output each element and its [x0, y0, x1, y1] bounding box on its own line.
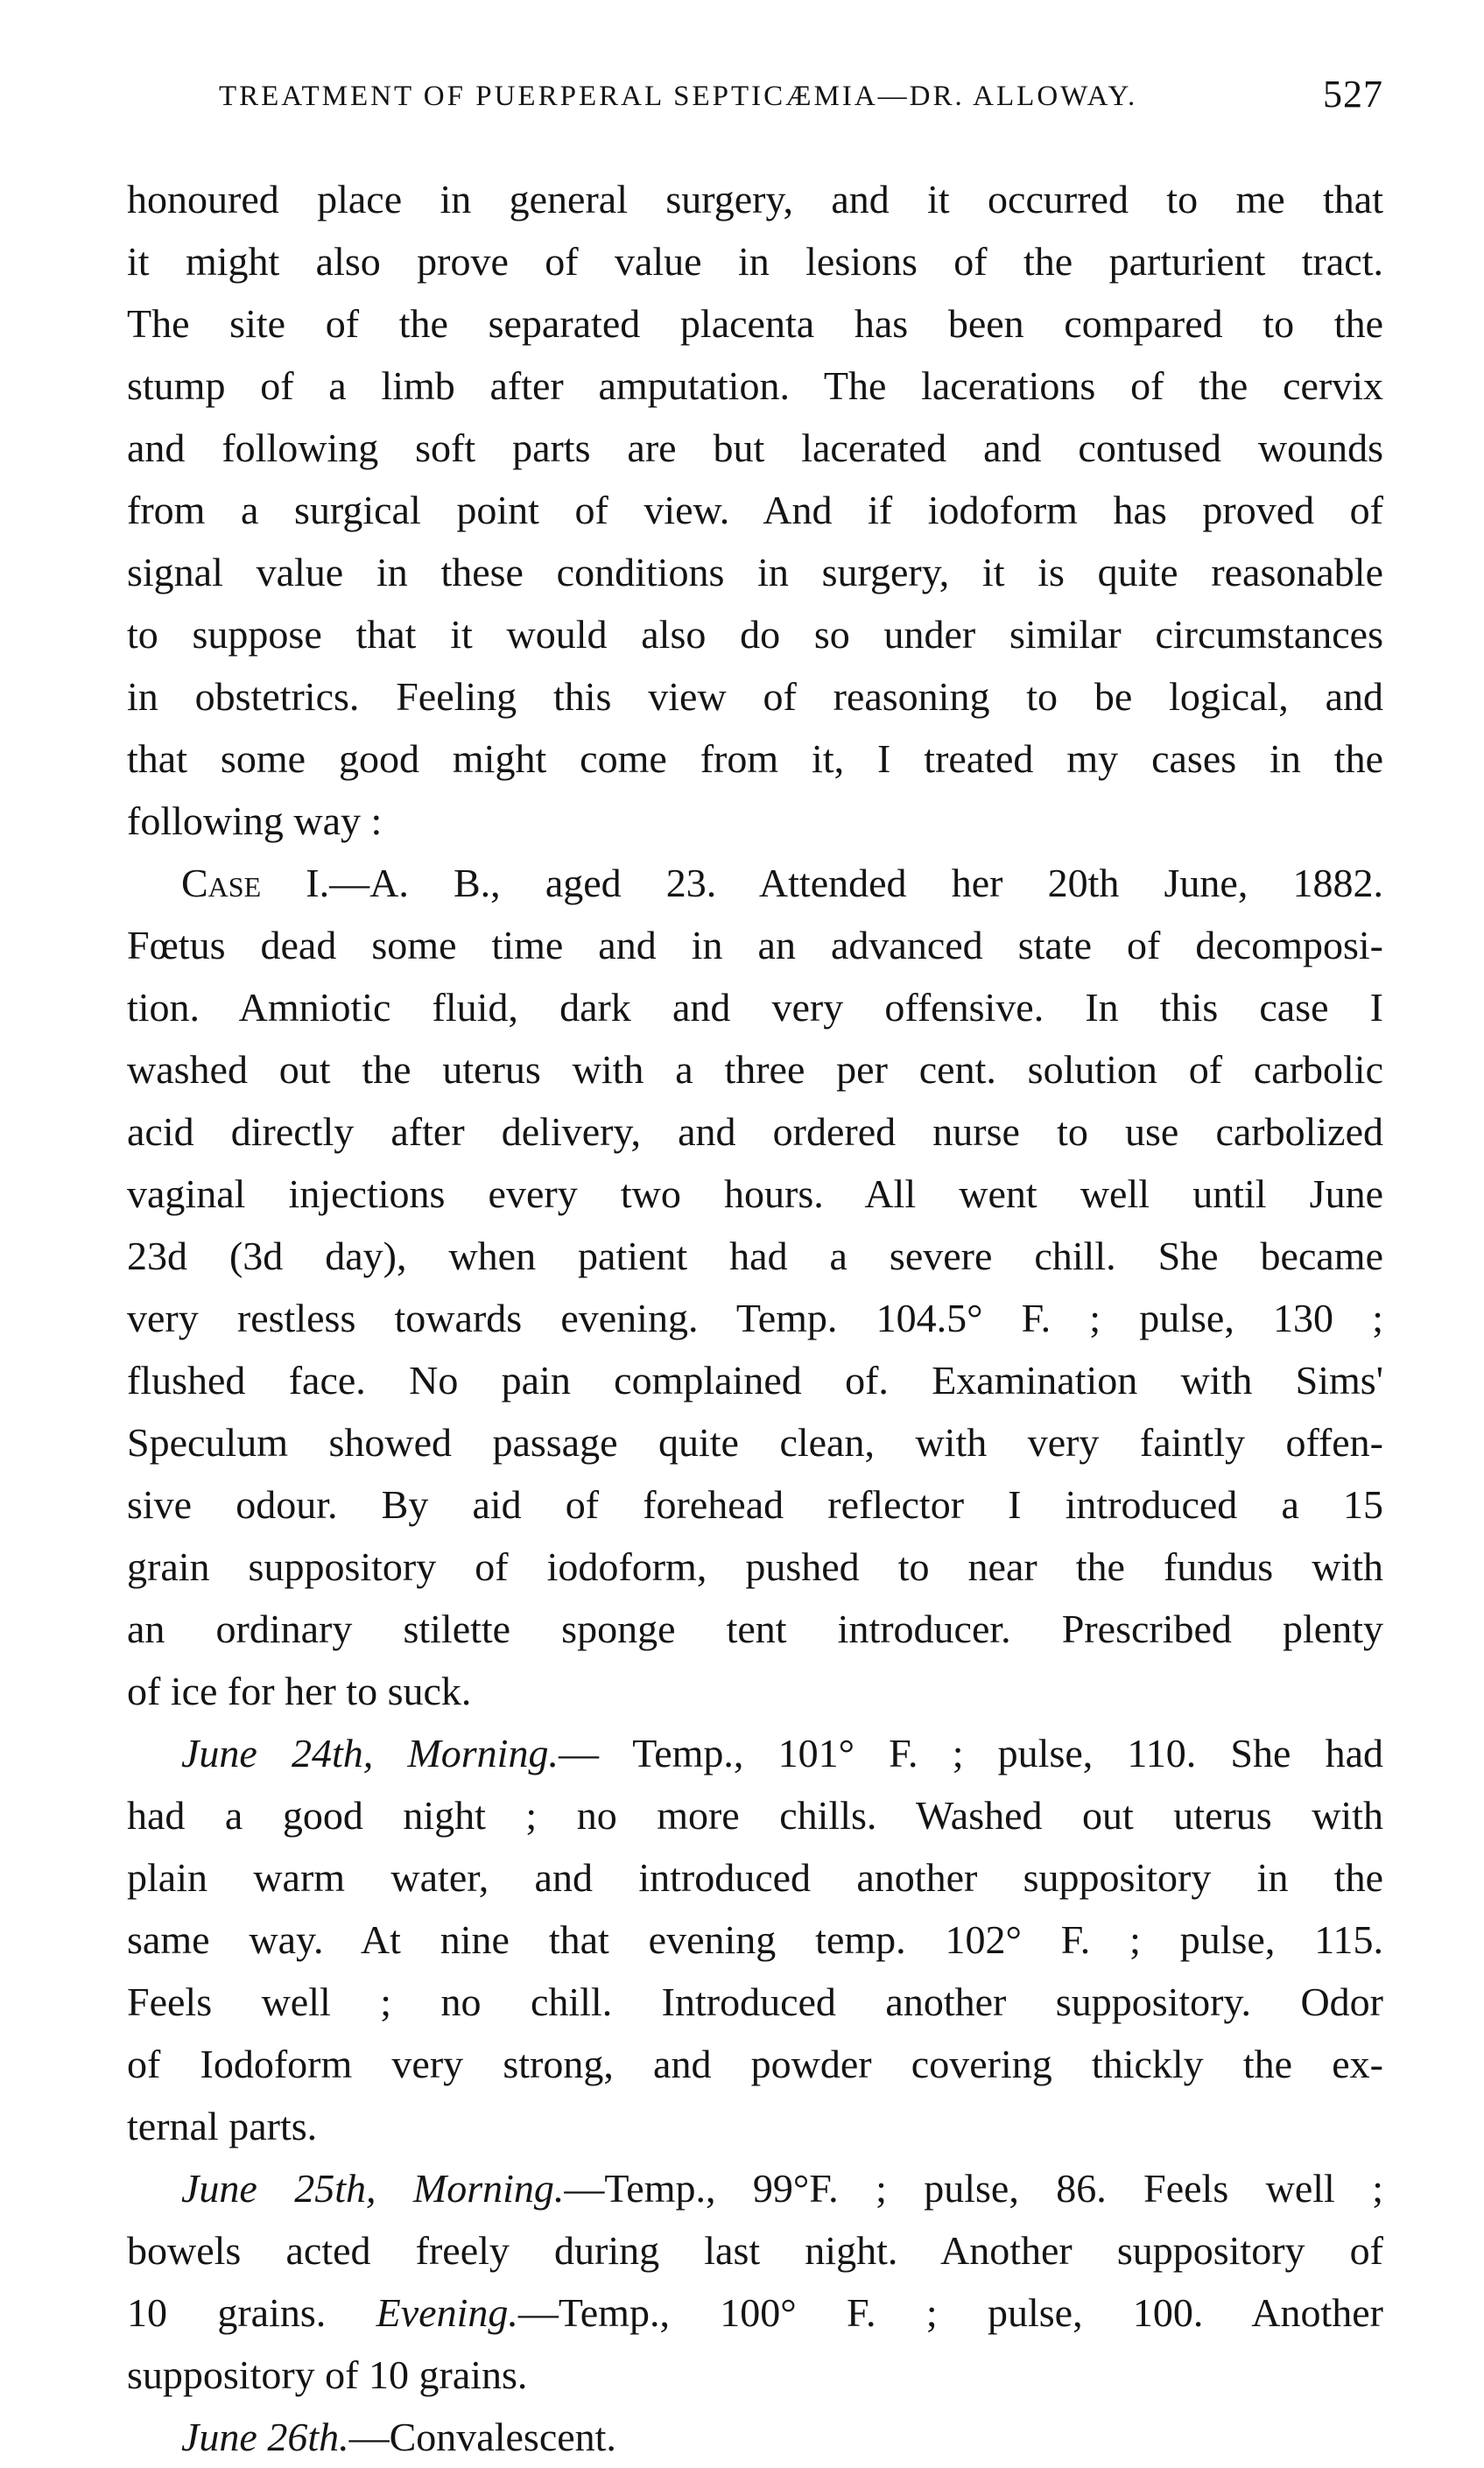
text-line: it might also prove of value in lesions of the parturient tract. — [127, 239, 1383, 284]
text-line: grain suppository of iodoform, pushed to near the fundus with — [127, 1544, 1383, 1589]
text-line: of ice for her to suck. — [127, 1669, 472, 1713]
text-line: bowels acted freely during last night. Another suppository of — [127, 2228, 1383, 2273]
case-heading-line — [127, 852, 1383, 914]
text-line: suppository of 10 grains. — [127, 2352, 528, 2397]
text-line: signal value in these conditions in surgery, it is quite reasonable — [127, 550, 1383, 594]
text-line: Fœtus dead some time and in an advanced state of decomposi- — [127, 923, 1383, 967]
entry-intro: —Convalescent. — [348, 2415, 616, 2459]
text-line — [127, 2282, 1383, 2344]
date-label: June 24th, Morning. — [181, 1731, 559, 1775]
entry-heading-line — [127, 2157, 1383, 2219]
entry-intro: — Temp., 101° F. ; pulse, 110. She had — [558, 1731, 1383, 1775]
page-number: 527 — [1323, 73, 1383, 116]
text-line: Feels well ; no chill. Introduced another suppository. Odor — [127, 1979, 1383, 2024]
text-line: following way : — [127, 798, 383, 843]
body-text — [127, 168, 1383, 2468]
text-line: sive odour. By aid of forehead reflector I introduced a 15 — [127, 1482, 1383, 1527]
text-line: of Iodoform very strong, and powder covering thickly the ex- — [127, 2042, 1383, 2086]
text-line: had a good night ; no more chills. Washed out uterus with — [127, 1793, 1383, 1838]
case-label: Case — [181, 861, 262, 905]
text-line: to suppose that it would also do so under similar circumstances — [127, 612, 1383, 657]
entry-heading-line — [127, 2406, 1383, 2468]
text-line: from a surgical point of view. And if iodoform has proved of — [127, 488, 1383, 532]
text-line: flushed face. No pain complained of. Examination with Sims' — [127, 1358, 1383, 1403]
text-line: an ordinary stilette sponge tent introducer. Prescribed plenty — [127, 1607, 1383, 1651]
text-line: that some good might come from it, I treated my cases in the — [127, 736, 1383, 781]
text-line: Speculum showed passage quite clean, with very faintly offen- — [127, 1420, 1383, 1465]
text-line: honoured place in general surgery, and it occurred to me that — [127, 177, 1383, 221]
line-start: 10 grains. — [127, 2290, 376, 2335]
entry-heading-line — [127, 1722, 1383, 1784]
text-line: washed out the uterus with a three per cent. solution of carbolic — [127, 1047, 1383, 1092]
date-label: June 26th. — [181, 2415, 349, 2459]
line-rest: —Temp., 100° F. ; pulse, 100. Another — [517, 2290, 1383, 2335]
text-line: plain warm water, and introduced another suppository in the — [127, 1855, 1383, 1900]
text-line: tion. Amniotic fluid, dark and very offensive. In this case I — [127, 985, 1383, 1030]
text-line: acid directly after delivery, and ordered nurse to use carbolized — [127, 1109, 1383, 1154]
running-title: TREATMENT OF PUERPERAL SEPTICÆMIA—DR. ALLOWAY. — [219, 81, 1138, 112]
text-line: vaginal injections every two hours. All went well until June — [127, 1171, 1383, 1216]
text-line: in obstetrics. Feeling this view of reasoning to be logical, and — [127, 674, 1383, 719]
text-line: 23d (3d day), when patient had a severe chill. She became — [127, 1234, 1383, 1278]
text-line: same way. At nine that evening temp. 102° F. ; pulse, 115. — [127, 1917, 1383, 1962]
text-line: stump of a limb after amputation. The lacerations of the cervix — [127, 363, 1383, 408]
entry-intro: —Temp., 99°F. ; pulse, 86. Feels well ; — [564, 2166, 1383, 2211]
date-label: June 25th, Morning. — [181, 2166, 565, 2211]
text-line: and following soft parts are but lacerated and contused wounds — [127, 425, 1383, 470]
text-line: very restless towards evening. Temp. 104.5° F. ; pulse, 130 ; — [127, 1296, 1383, 1340]
case-intro: I.—A. B., aged 23. Attended her 20th June, 1882. — [261, 861, 1383, 905]
text-line: ternal parts. — [127, 2104, 318, 2148]
evening-label: Evening. — [376, 2290, 518, 2335]
text-line: The site of the separated placenta has been compared to the — [127, 301, 1383, 346]
